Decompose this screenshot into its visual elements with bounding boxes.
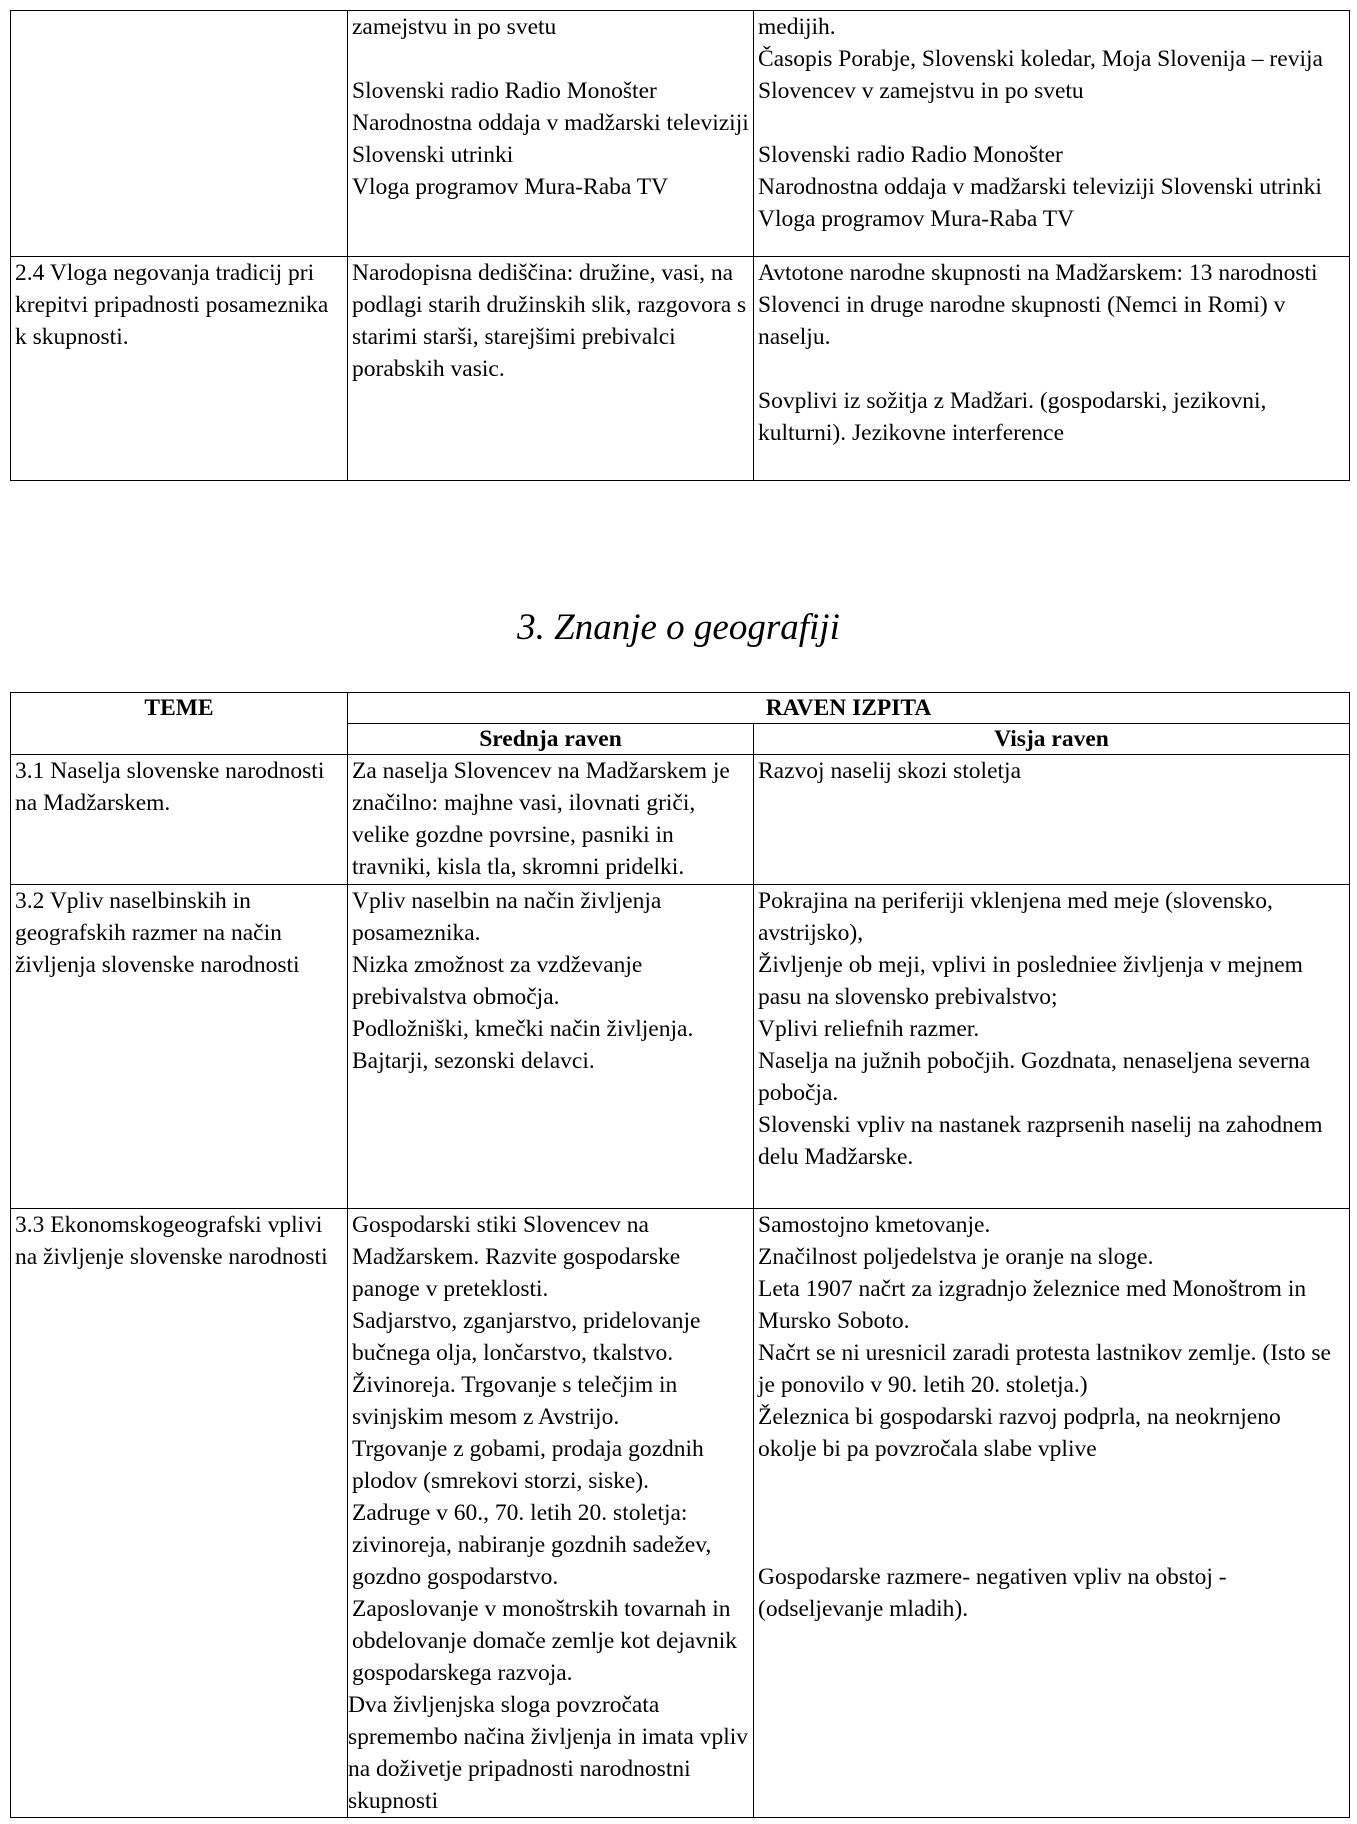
higher-level-note: Gospodarske razmere- negativen vpliv na obstoj -(odseljevanje mladih). [758, 1564, 1227, 1622]
header-topics: TEME [11, 693, 348, 755]
topic-cell [11, 11, 348, 257]
middle-level-cell: Narodopisna dediščina: družine, vasi, na podlagi starih družinskih slik, razgovora s starimi starši, starejšimi prebivalci porabskih vasic. [348, 257, 754, 481]
topic-cell: 2.4 Vloga negovanja tradicij pri krepitvi pripadnosti posameznika k skupnosti. [11, 257, 348, 481]
section-heading: 3. Znanje o geografiji [517, 607, 840, 648]
table-row [11, 11, 1350, 257]
table-row [11, 755, 1350, 885]
header-row [11, 693, 1350, 724]
header-exam-level: RAVEN IZPITA [348, 693, 1350, 724]
middle-level-cell: Za naselja Slovencev na Madžarskem je značilno: majhne vasi, ilovnati griči, velike gozdne povrsine, pasniki in travniki, kisla tla, skromni pridelki. [348, 755, 754, 885]
topic-cell: 3.3 Ekonomskogeografski vplivi na življenje slovenske narodnosti [11, 1209, 348, 1818]
higher-level-cell: medijih. Časopis Porabje, Slovenski koledar, Moja Slovenija – revija Slovencev v zamejstvu in po svetu Slovenski radio Radio Monošter Narodnostna oddaja v madžarski televiziji Slovenski utrinki Vloga programov Mura-Raba TV [754, 11, 1350, 257]
table-row [11, 1209, 1350, 1818]
middle-level-note: Dva življenjska sloga povzročata spremembo načina življenja in imata vpliv na doživetje pripadnosti narodnostni skupnosti [348, 1692, 749, 1814]
table-continuation [10, 10, 1350, 481]
middle-level-cell: Vpliv naselbin na način življenja posameznika. Nizka zmožnost za vzdževanje prebivalstva območja. Podložniški, kmečki način življenja. Bajtarji, sezonski delavci. [348, 885, 754, 1209]
higher-level-cell: Pokrajina na periferiji vklenjena med meje (slovensko, avstrijsko), Življenje ob meji, vplivi in posledniee življenja v mejnem pasu na slovensko prebivalstvo; Vplivi reliefnih razmer. Naselja na južnih pobočjih. Gozdnata, nenaseljena severna pobočja. Slovenski vpliv na nastanek razprsenih naselij na zahodnem delu Madžarske. [754, 885, 1350, 1209]
topic-cell: 3.2 Vpliv naselbinskih in geografskih razmer na način življenja slovenske narodnosti [11, 885, 348, 1209]
middle-level-cell: zamejstvu in po svetu Slovenski radio Radio Monošter Narodnostna oddaja v madžarski televiziji Slovenski utrinki Vloga programov Mura-Raba TV [348, 11, 754, 257]
geography-table [10, 692, 1350, 1818]
header-higher-level: Visja raven [754, 724, 1350, 755]
middle-level-cell: Gospodarski stiki Slovencev na Madžarskem. Razvite gospodarske panoge v preteklosti. Sadjarstvo, zganjarstvo, pridelovanje bučnega olja, lončarstvo, tkalstvo. Živinoreja. Trgovanje s telečjim in svinjskim mesom z Avstrijo. Trgovanje z gobami, prodaja gozdnih plodov (smrekovi storzi, siske). Zadruge v 60., 70. letih 20. stoletja: zivinoreja, nabiranje gozdnih sadežev, gozdno gospodarstvo. Zaposlovanje v monoštrskih tovarnah in obdelovanje domače zemlje kot dejavnik gospodarskega razvoja. Dva življenjska sloga povzročata spremembo načina življenja in imata vpliv na doživetje pripadnosti narodnostni skupnosti [348, 1209, 754, 1818]
higher-level-cell: Avtotone narodne skupnosti na Madžarskem: 13 narodnosti Slovenci in druge narodne skupnosti (Nemci in Romi) v naselju. Sovplivi iz sožitja z Madžari. (gospodarski, jezikovni, kulturni). Jezikovne interference [754, 257, 1350, 481]
header-middle-level: Srednja raven [348, 724, 754, 755]
higher-level-cell: Razvoj naselij skozi stoletja [754, 755, 1350, 885]
table-row [11, 257, 1350, 481]
topic-cell: 3.1 Naselja slovenske narodnosti na Madžarskem. [11, 755, 348, 885]
table-row [11, 885, 1350, 1209]
higher-level-cell: Samostojno kmetovanje. Značilnost poljedelstva je oranje na sloge. Leta 1907 načrt za izgradnjo železnice med Monoštrom in Mursko Soboto. Načrt se ni uresnicil zaradi protesta lastnikov zemlje. (Isto se je ponovilo v 90. letih 20. stoletja.) Železnica bi gospodarski razvoj podprla, na neokrnjeno okolje bi pa povzročala slabe vplive Gospodarske razmere- negativen vpliv na obstoj -(odseljevanje mladih). [754, 1209, 1350, 1818]
